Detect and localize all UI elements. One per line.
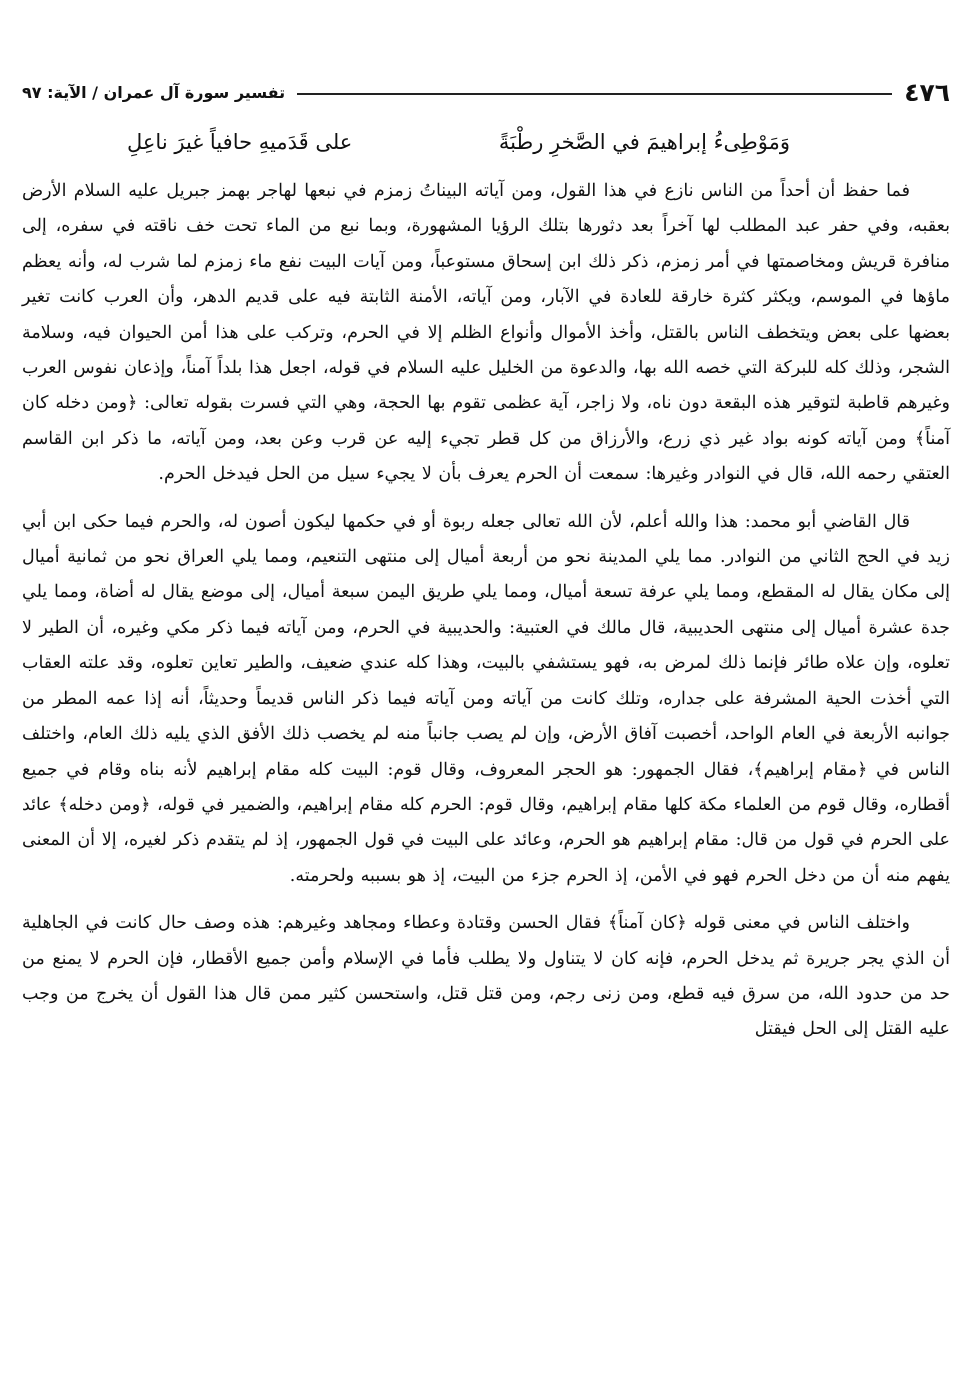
header-rule [297,93,892,95]
poetry-verse [22,116,950,174]
paragraph-2: قال القاضي أبو محمد: هذا والله أعلم، لأن الله تعالى جعله ربوة أو في حكمها ليكون أصون له، والحرم فيما حكى ابن أبي زيد في الحج الثاني من النوادر. مما يلي المدينة نحو من أربعة أميال إلى منتهى التنعيم، ومما يلي العراق نحو من ثمانية أميال إلى مكان يقال له المقطع، ومما يلي عرفة تسعة أميال، ومما يلي طريق اليمن سبعة أميال، إلى موضع يقال له أضاة، ومما يلي جدة عشرة أميال إلى منتهى الحديبية، قال مالك في العتبية: والحديبية في الحرم، ومن آياته فيما ذكر مكي وغيره، أن الطير لا تعلوه، وإن علاه طائر فإنما ذلك لمرض به، فهو يستشفي بالبيت، وهذا كله عندي ضعيف، والطير تعاين تعلوه، وقد علته العقاب التي أخذت الحية المشرفة على جداره، وتلك كانت من آياته ومن آياته فيما ذكر الناس قديماً وحديثاً، أنه إذا عمه المطر من جوانبه الأربعة في العام الواحد، أخصبت آفاق الأرض، وإن لم يصب جانباً منه لم يخصب ذلك الأفق الذي يليه ذلك العام، واختلف الناس في ﴿مقام إبراهيم﴾، فقال الجمهور: هو الحجر المعروف، وقال قوم: البيت كله مقام إبراهيم لأنه بناه وقام في جميع أقطاره، وقال قوم من العلماء مكة كلها مقام إبراهيم، وقال قوم: الحرم كله مقام إبراهيم، والضمير في قوله، ﴿ومن دخله﴾ عائد على الحرم في قول من قال: مقام إبراهيم هو الحرم، وعائد على البيت في قول الجمهور، إذ لم يتقدم ذكر لغيره، إلا أن المعنى يفهم منه أن من دخل الحرم فهو في الأمن، إذ الحرم جزء من البيت، إذ هو بسببه ولحرمته. [22,511,950,886]
verse-second-hemistich: على قَدَميهِ حافياً غيرَ ناعِلِ [127,130,353,154]
paragraph-3: واختلف الناس في معنى قوله ﴿كان آمناً﴾ فقال الحسن وقتادة وعطاء ومجاهد وغيرهم: هذه وصف حال كانت في الجاهلية أن الذي يجر جريرة ثم يدخل الحرم، فإنه كان لا يتناول ولا يطلب فأما في الإسلام وأمن جميع الأقطار، فإن الحرم لا يمنع من حد من حدود الله، من سرق فيه قطع، ومن زنى رجم، ومن قتل قتل، واستحسن كثير ممن قال هذا القول أن يخرج من وجب عليه القتل إلى الحل فيقتل [22,913,950,1040]
paragraph-1: فما حفظ أن أحداً من الناس نازع في هذا القول، ومن آياته البيناتُ زمزم في نبعها لهاجر بهمز جبريل عليه السلام الأرض بعقبه، وفي حفر عبد المطلب لها آخراً بعد دثورها بتلك الرؤيا المشهورة، وبما نبع من الماء تحت خف ناقته في سفره، إلى منافرة قريش ومخاصمتها في أمر زمزم، ذكر ذلك ابن إسحاق مستوعباً، ومن آيات البيت نفع ماء زمزم لما شرب له، وأنه يعظم ماؤها في الموسم، ويكثر كثرة خارقة للعادة في الآبار، ومن آياته، الأمنة الثابتة فيه على قديم الدهر، وأن العرب كانت تغير بعضها على بعض ويتخطف الناس بالقتل، وأخذ الأموال وأنواع الظلم إلا في الحرم، وتركب على هذا أمن الحيوان فيه، وسلامة الشجر، وذلك كله للبركة التي خصه الله بها، والدعوة من الخليل عليه السلام في قوله، اجعل هذا بلداً آمناً، وإذعان نفوس العرب وغيرهم قاطبة لتوقير هذه البقعة دون ناه، ولا زاجر، آية عظمى تقوم بها الحجة، وهي التي فسرت بقوله تعالى: ﴿ومن دخله كان آمناً﴾ ومن آياته كونه بواد غير ذي زرع، والأرزاق من كل قطر تجيء إليه عن قرب وعن بعد، ومن آياته، ما ذكر ابن القاسم العتقي رحمه الله، قال في النوادر وغيرها: سمعت أن الحرم يعرف بأن لا يجيء سيل من الحل فيدخل الحرم. [22,181,950,485]
running-head: تفسير سورة آل عمران / الآية: ٩٧ [22,83,286,102]
book-page [22,78,950,1378]
page-number: ٤٧٦ [904,78,950,107]
verse-first-hemistich: وَمَوْطِىءُ إبراهيمَ في الصَّخرِ رطْبَةً [498,130,790,154]
page-header [22,78,950,108]
